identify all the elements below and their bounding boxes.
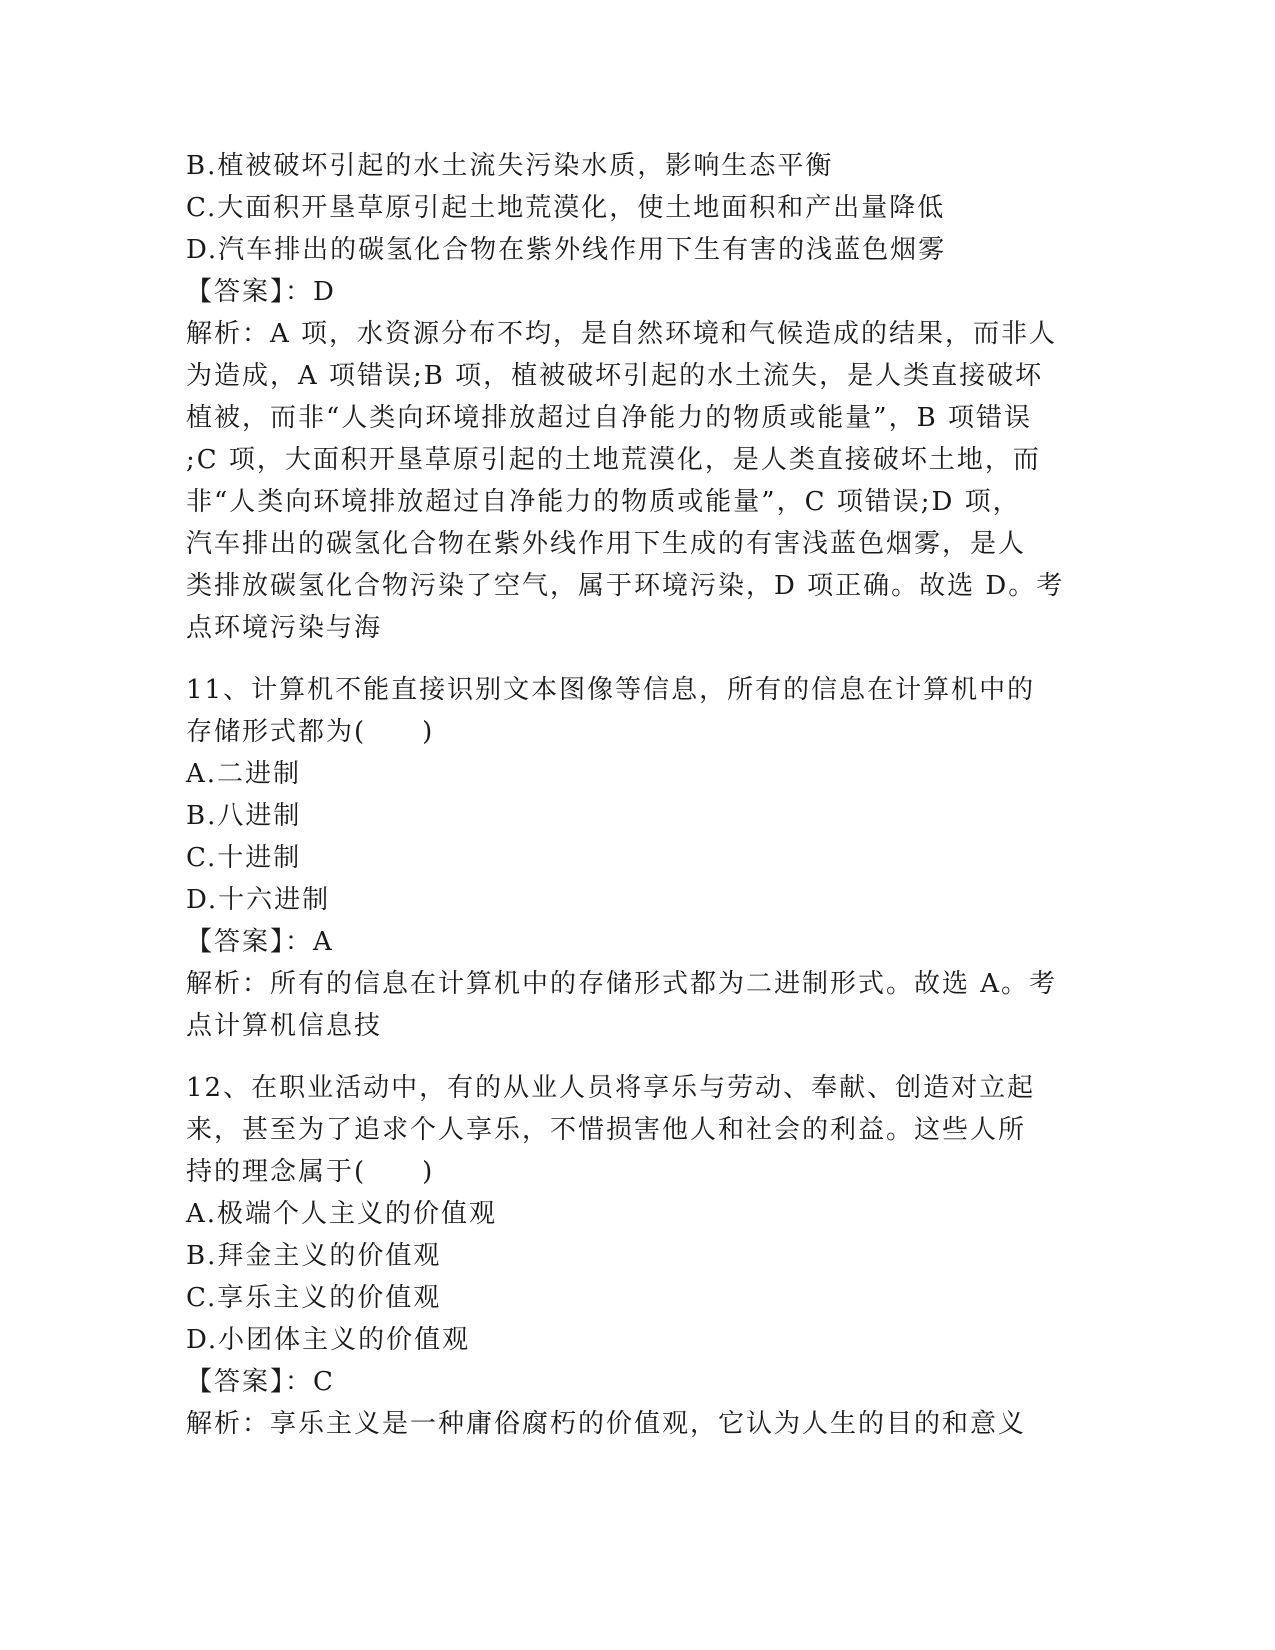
option-d: D.十六进制 xyxy=(186,885,331,915)
answer: 【答案】：D xyxy=(186,277,336,307)
analysis-line: 点环境污染与海 xyxy=(186,613,383,643)
analysis-line: 点计算机信息技 xyxy=(186,1011,383,1041)
spacer xyxy=(186,649,1086,669)
question-10 xyxy=(186,145,1086,649)
option-a: A.极端个人主义的价值观 xyxy=(186,1199,498,1229)
analysis-line: 为造成，A 项错误;B 项，植被破坏引起的水土流失，是人类直接破坏 xyxy=(186,361,1044,391)
question-stem: 来，甚至为了追求个人享乐，不惜损害他人和社会的利益。这些人所 xyxy=(186,1115,1027,1145)
answer: 【答案】：C xyxy=(186,1367,335,1397)
option-d: D.小团体主义的价值观 xyxy=(186,1325,471,1355)
spacer xyxy=(186,1047,1086,1067)
option-d: D.汽车排出的碳氢化合物在紫外线作用下生有害的浅蓝色烟雾 xyxy=(186,235,947,265)
analysis-line: 类排放碳氢化合物污染了空气，属于环境污染，D 项正确。故选 D。考 xyxy=(186,571,1065,601)
analysis-line: 植被，而非“人类向环境排放超过自净能力的物质或能量”，B 项错误 xyxy=(186,403,1032,433)
option-b: B.植被破坏引起的水土流失污染水质，影响生态平衡 xyxy=(186,151,834,181)
option-a: A.二进制 xyxy=(186,759,302,789)
analysis-line: 解析：所有的信息在计算机中的存储形式都为二进制形式。故选 A。考 xyxy=(186,969,1058,999)
option-c: C.享乐主义的价值观 xyxy=(186,1283,442,1313)
question-stem: 12、在职业活动中，有的从业人员将享乐与劳动、奉献、创造对立起 xyxy=(186,1073,1036,1103)
question-stem: 持的理念属于( ) xyxy=(186,1157,435,1187)
analysis-line: 汽车排出的碳氢化合物在紫外线作用下生成的有害浅蓝色烟雾，是人 xyxy=(186,529,1027,559)
analysis-line: ;C 项，大面积开垦草原引起的土地荒漠化，是人类直接破坏土地，而 xyxy=(186,445,1041,475)
question-12 xyxy=(186,1067,1086,1445)
option-b: B.八进制 xyxy=(186,801,302,831)
option-b: B.拜金主义的价值观 xyxy=(186,1241,442,1271)
option-c: C.十进制 xyxy=(186,843,302,873)
analysis-line: 解析：A 项，水资源分布不均，是自然环境和气候造成的结果，而非人 xyxy=(186,319,1058,349)
question-11 xyxy=(186,669,1086,1047)
question-stem: 存储形式都为( ) xyxy=(186,717,435,747)
question-stem: 11、计算机不能直接识别文本图像等信息，所有的信息在计算机中的 xyxy=(186,675,1036,705)
analysis-line: 非“人类向环境排放超过自净能力的物质或能量”，C 项错误;D 项， xyxy=(186,487,1021,517)
document-page xyxy=(186,145,1086,1445)
analysis xyxy=(186,1403,1086,1445)
answer: 【答案】：A xyxy=(186,927,334,957)
option-c: C.大面积开垦草原引起土地荒漠化，使土地面积和产出量降低 xyxy=(186,193,946,223)
analysis xyxy=(186,313,1086,649)
analysis xyxy=(186,963,1086,1047)
analysis-line: 解析：享乐主义是一种庸俗腐朽的价值观，它认为人生的目的和意义 xyxy=(186,1409,1027,1439)
